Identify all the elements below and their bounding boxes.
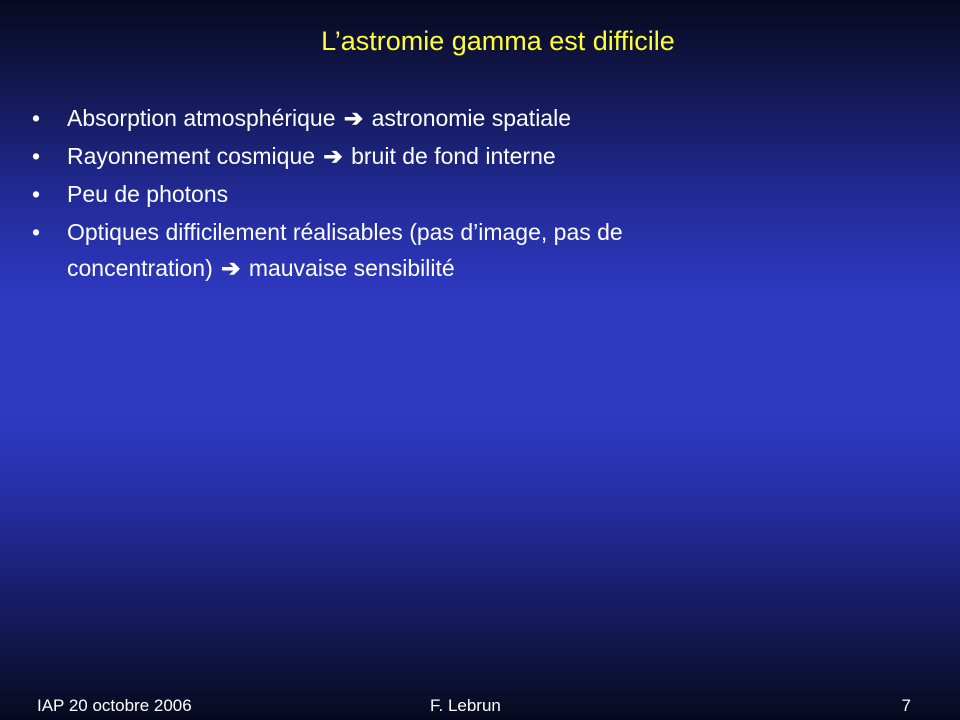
right-arrow-icon: ➔ (221, 255, 241, 281)
footer-page-number: 7 (901, 696, 911, 715)
bullet-text: Absorption atmosphérique (67, 105, 336, 131)
bullet-dot-icon: • (32, 181, 41, 207)
footer-author: F. Lebrun (430, 696, 501, 715)
bullet-text: Peu de photons (67, 181, 229, 207)
bullet-item-rayonnement (32, 138, 752, 174)
bullet-dot-icon: • (32, 105, 41, 131)
bullet-text: Rayonnement cosmique (67, 143, 316, 169)
bullet-result: astronomie spatiale (371, 105, 572, 131)
bullet-result: bruit de fond interne (351, 143, 556, 169)
bullet-result: mauvaise sensibilité (248, 255, 455, 281)
slide-title: L’astromie gamma est difficile (321, 26, 675, 56)
bullet-item-absorption (32, 100, 752, 136)
bullet-dot-icon: • (32, 219, 41, 245)
bullet-item-photons (32, 176, 752, 212)
right-arrow-icon: ➔ (343, 105, 364, 131)
bullet-text: Optiques difficilement réalisables (pas d’image, pas de concentration) (67, 219, 623, 281)
right-arrow-icon: ➔ (323, 143, 343, 169)
bullet-dot-icon: • (32, 143, 41, 169)
bullet-item-optiques (32, 214, 752, 286)
bullet-list (32, 100, 752, 288)
footer-date: IAP 20 octobre 2006 (37, 696, 192, 715)
